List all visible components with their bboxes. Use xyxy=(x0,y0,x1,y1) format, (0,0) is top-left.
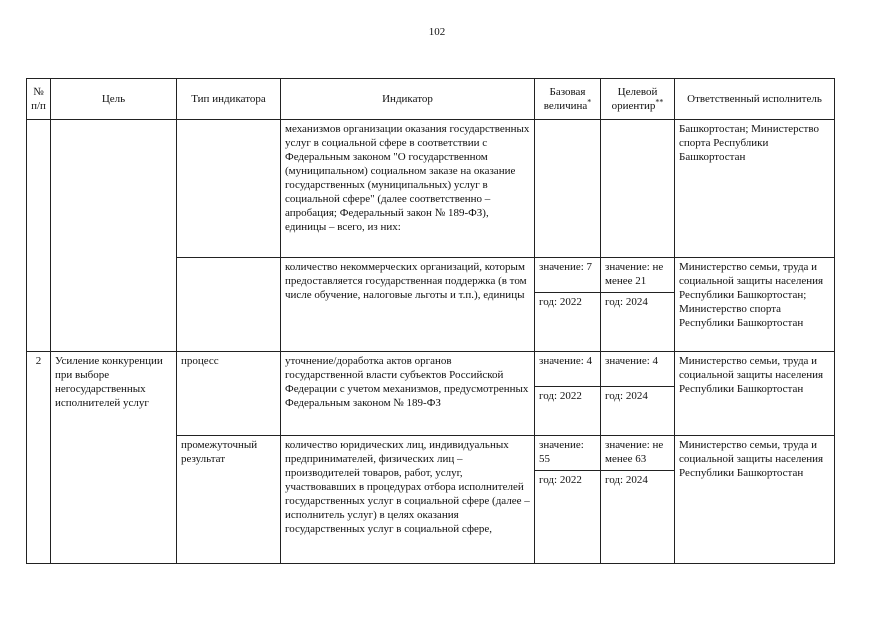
type-cell: промежуточный результат xyxy=(177,436,281,564)
responsible-cell: Министерство семьи, труда и социальной защиты населения Республики Башкортостан xyxy=(675,352,835,436)
indicator-cell: механизмов организации оказания государственных услуг в социальной сфере в соответствии с Федеральным законом "О государственном (муниципальном) социальном заказе на оказание государственных (муниципальных) услуг в социальной сфере" (далее соответственно – апробация; Федеральный закон № 189-ФЗ), единицы – всего, из них: xyxy=(281,120,535,258)
header-base: Базовая величина* xyxy=(535,79,601,120)
goal-cell xyxy=(51,120,177,352)
num-cell xyxy=(27,120,51,352)
page-number: 102 xyxy=(428,26,446,38)
header-type: Тип индикатора xyxy=(177,79,281,120)
num-cell: 2 xyxy=(27,352,51,564)
base-year: год: 2022 xyxy=(539,390,582,402)
target-value: значение: не менее 63 xyxy=(601,436,674,471)
target-year: год: 2024 xyxy=(605,390,648,402)
target-year: год: 2024 xyxy=(605,474,648,486)
header-goal: Цель xyxy=(51,79,177,120)
responsible-cell: Министерство семьи, труда и социальной защиты населения Республики Башкортостан; Министерство спорта Республики Башкортостан xyxy=(675,258,835,352)
base-cell xyxy=(535,120,601,258)
indicator-cell: уточнение/доработка актов органов государственной власти субъектов Российской Федерации с учетом механизмов, предусмотренных Федеральным законом № 189-ФЗ xyxy=(281,352,535,436)
goal-cell: Усиление конкуренции при выборе негосударственных исполнителей услуг xyxy=(51,352,177,564)
base-year: год: 2022 xyxy=(539,474,582,486)
type-cell: процесс xyxy=(177,352,281,436)
target-year: год: 2024 xyxy=(605,296,648,308)
base-value: значение: 55 xyxy=(535,436,600,471)
type-cell xyxy=(177,258,281,352)
target-cell xyxy=(601,258,675,352)
responsible-cell: Министерство семьи, труда и социальной защиты населения Республики Башкортостан xyxy=(675,436,835,564)
indicator-cell: количество юридических лиц, индивидуальных предпринимателей, физических лиц – производителей товаров, работ, услуг, участвовавших в процедурах отбора исполнителей государственных услуг в социальной сфере (далее – исполнитель услуг) в целях оказания государственных услуг в социальной сфере, xyxy=(281,436,535,564)
base-year: год: 2022 xyxy=(539,296,582,308)
header-num: № п/п xyxy=(27,79,51,120)
indicators-table xyxy=(26,78,835,564)
responsible-cell: Башкортостан; Министерство спорта Республики Башкортостан xyxy=(675,120,835,258)
base-cell xyxy=(535,258,601,352)
target-cell xyxy=(601,120,675,258)
base-cell xyxy=(535,436,601,564)
header-indicator: Индикатор xyxy=(281,79,535,120)
target-cell xyxy=(601,436,675,564)
indicator-cell: количество некоммерческих организаций, которым предоставляется государственная поддержка (в том числе обучение, налоговые льготы и т.п.), единицы xyxy=(281,258,535,352)
base-cell xyxy=(535,352,601,436)
target-value: значение: 4 xyxy=(601,352,674,387)
header-target: Целевой ориентир** xyxy=(601,79,675,120)
table-row xyxy=(27,352,835,436)
type-cell xyxy=(177,120,281,258)
target-cell xyxy=(601,352,675,436)
base-value: значение: 4 xyxy=(535,352,600,387)
base-value: значение: 7 xyxy=(535,258,600,293)
table-header-row xyxy=(27,79,835,120)
target-value: значение: не менее 21 xyxy=(601,258,674,293)
header-responsible: Ответственный исполнитель xyxy=(675,79,835,120)
table-row xyxy=(27,120,835,258)
